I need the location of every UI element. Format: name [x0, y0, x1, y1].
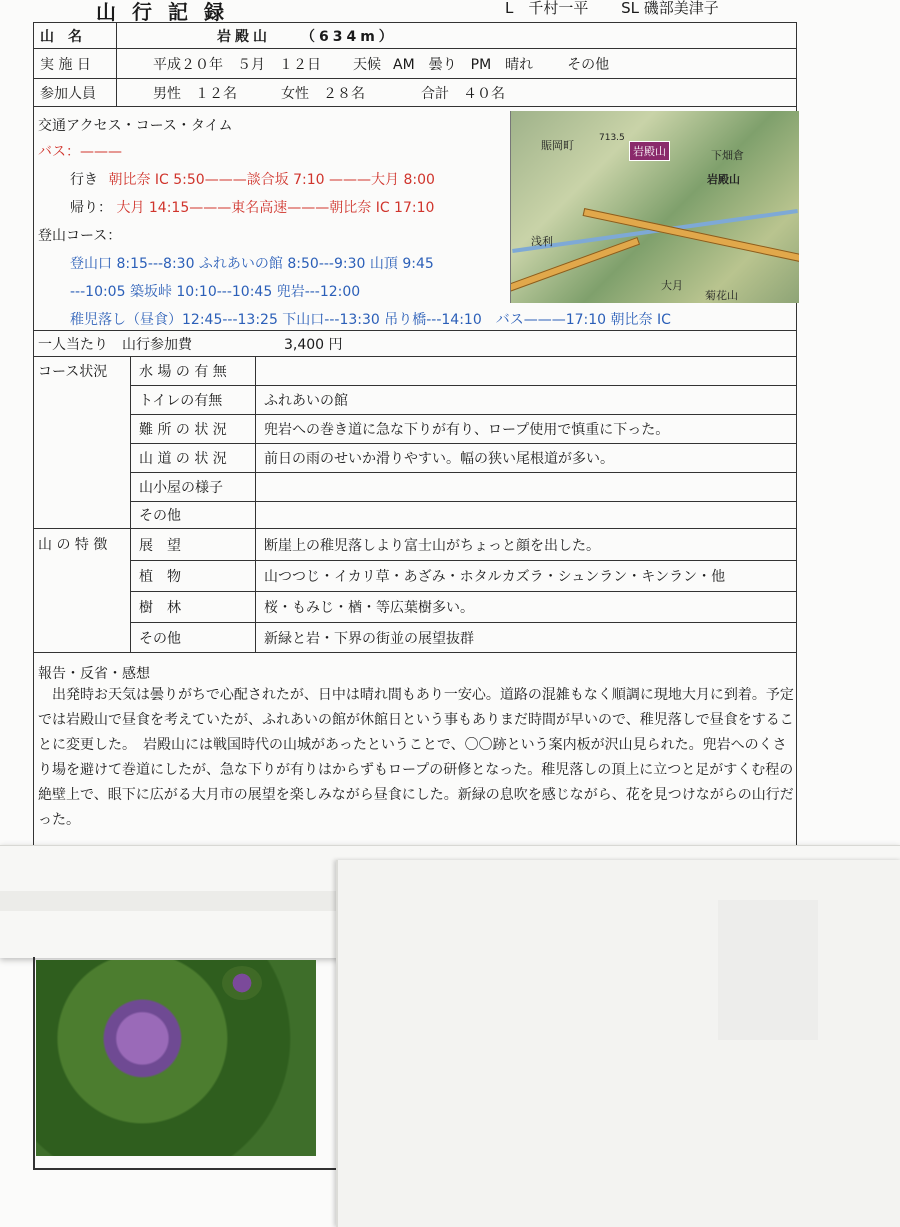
features-section	[34, 529, 796, 653]
weather-other: その他	[567, 56, 610, 73]
row-key: その他	[139, 630, 181, 647]
report-heading: 報告・反省・感想	[38, 666, 150, 682]
table-row	[131, 414, 797, 444]
features-table	[130, 529, 797, 653]
members-male: 男性 １２名	[153, 85, 237, 102]
members-label: 参加人員	[40, 85, 96, 102]
course-status-table	[130, 357, 797, 529]
map-label: 浅利	[531, 235, 553, 248]
overlay-paper-sheet	[336, 860, 900, 1227]
table-row	[131, 472, 797, 502]
row-value: 山つつじ・イカリ草・あざみ・ホタルカズラ・シュンラン・キンラン・他	[255, 560, 795, 591]
mountain-row	[34, 23, 796, 49]
course-label-line	[38, 225, 121, 245]
table-row	[131, 385, 797, 415]
date-row	[34, 49, 796, 79]
header	[0, 0, 900, 24]
return-label: 帰り：	[70, 200, 112, 216]
features-label: 山 の 特 徴	[38, 537, 108, 553]
course-line-3: 稚児落し（昼食）12:45---13:25 下山口---13:30 吊り橋---14:10 バス———17:10 朝比奈 IC	[70, 312, 671, 328]
cost-label: 一人当たり 山行参加費	[38, 336, 192, 353]
row-value	[255, 357, 795, 385]
date-value: 平成２０年 ５月 １２日	[153, 56, 321, 73]
members-total: 合計 ４０名	[421, 85, 505, 102]
map-label: 713.5	[599, 133, 625, 143]
frame-bottom-line	[33, 1168, 336, 1170]
members-cell	[116, 79, 796, 106]
record-form	[33, 22, 797, 850]
table-row	[131, 560, 797, 592]
table-row	[131, 501, 797, 529]
route-map	[510, 111, 799, 303]
course-status-label: コース状況	[38, 364, 108, 380]
page-title: 山行記録	[96, 0, 240, 24]
return-route: 大月 14:15———東名高速———朝比奈 IC 17:10	[116, 200, 435, 216]
map-label: 大月	[661, 279, 683, 292]
weather-value: AM 曇り PM 晴れ	[393, 56, 534, 73]
thistle-photo	[36, 960, 316, 1156]
date-label: 実 施 日	[40, 56, 91, 73]
row-key: その他	[139, 508, 181, 524]
outbound-route: 朝比奈 IC 5:50———談合坂 7:10 ———大月 8:00	[108, 172, 435, 188]
table-row	[131, 357, 797, 386]
row-key: 山小屋の様子	[139, 479, 223, 496]
course-status-section	[34, 357, 796, 529]
row-key: トイレの有無	[139, 392, 223, 409]
return-line	[70, 197, 434, 217]
members-female: 女性 ２８名	[281, 85, 365, 102]
mountain-label: 山 名	[40, 28, 82, 45]
map-label: 賑岡町	[541, 139, 574, 152]
row-key: 山 道 の 状 況	[139, 450, 227, 467]
table-row	[131, 443, 797, 473]
table-row	[131, 622, 797, 653]
row-value: ふれあいの館	[255, 385, 795, 414]
cost-row	[34, 331, 796, 357]
row-value: 前日の雨のせいか滑りやすい。幅の狭い尾根道が多い。	[255, 443, 795, 472]
date-cell	[116, 49, 796, 78]
course-line-2: ---10:05 築坂峠 10:10---10:45 兜岩---12:00	[70, 284, 361, 300]
sub-leader: SL 磯部美津子	[621, 0, 719, 17]
bus-label	[38, 141, 122, 161]
row-value: 兜岩への巻き道に急な下りが有り、ロープ使用で慎重に下った。	[255, 414, 795, 443]
weather-label: 天候	[353, 56, 381, 73]
mountain-altitude: （634m）	[301, 28, 397, 45]
row-key: 水 場 の 有 無	[139, 364, 227, 380]
map-label: 菊花山	[705, 289, 738, 302]
row-key: 難 所 の 状 況	[139, 421, 227, 438]
row-key: 樹 林	[139, 599, 181, 616]
row-key: 植 物	[139, 568, 181, 585]
row-value: 断崖上の稚児落しより富士山がちょっと顔を出した。	[255, 529, 795, 560]
report-body: 出発時お天気は曇りがちで心配されたが、日中は晴れ間もあり一安心。道路の混雑もなく順調に現地大月に到着。予定では岩殿山で昼食を考えていたが、ふれあいの館が休館日という事もありまだ時間が早いので、稚児落しで昼食をすることに変更した。 岩殿山には戦国時代の山城があったということで、〇〇跡という案内板が沢山見られた。兜岩へのくさり場を避けて巻道にしたが、急な下りが有りはからずもロープの研修となった。稚児落しの頂上に立つと足がすくむ程の絶壁上で、眼下に広がる大月市の展望を楽しみながら昼食にした。新緑の息吹を感じながら、花を見つけながらの山行だった。	[38, 687, 794, 828]
course-label: 登山コース：	[38, 228, 122, 244]
leader: L 千村一平	[505, 0, 589, 17]
mountain-name-cell	[116, 23, 796, 48]
leaders	[505, 0, 747, 18]
row-value	[255, 501, 795, 529]
table-row	[131, 591, 797, 623]
table-row	[131, 529, 797, 561]
map-label: 岩殿山	[707, 173, 740, 186]
thistle-bud	[222, 966, 262, 1000]
paper-corner-shade	[718, 900, 818, 1040]
row-key: 展 望	[139, 537, 181, 554]
members-row	[34, 79, 796, 107]
frame-left-line	[33, 957, 35, 1169]
mountain-name: 岩殿山	[217, 28, 271, 45]
map-badge: 岩殿山	[629, 141, 670, 161]
map-label: 下畑倉	[711, 149, 744, 162]
outbound-label: 行き	[70, 172, 98, 188]
row-value: 新緑と岩・下界の街並の展望抜群	[255, 622, 795, 653]
cost-value: 3,400 円	[284, 336, 343, 353]
bus-label-text: バス：———	[38, 144, 122, 160]
row-value	[255, 472, 795, 501]
course-line-1: 登山口 8:15---8:30 ふれあいの館 8:50---9:30 山頂 9:45	[70, 256, 434, 272]
access-heading: 交通アクセス・コース・タイム	[38, 118, 233, 134]
map-road-2	[510, 237, 640, 293]
outbound-line	[70, 169, 435, 189]
row-value: 桜・もみじ・楢・等広葉樹多い。	[255, 591, 795, 622]
